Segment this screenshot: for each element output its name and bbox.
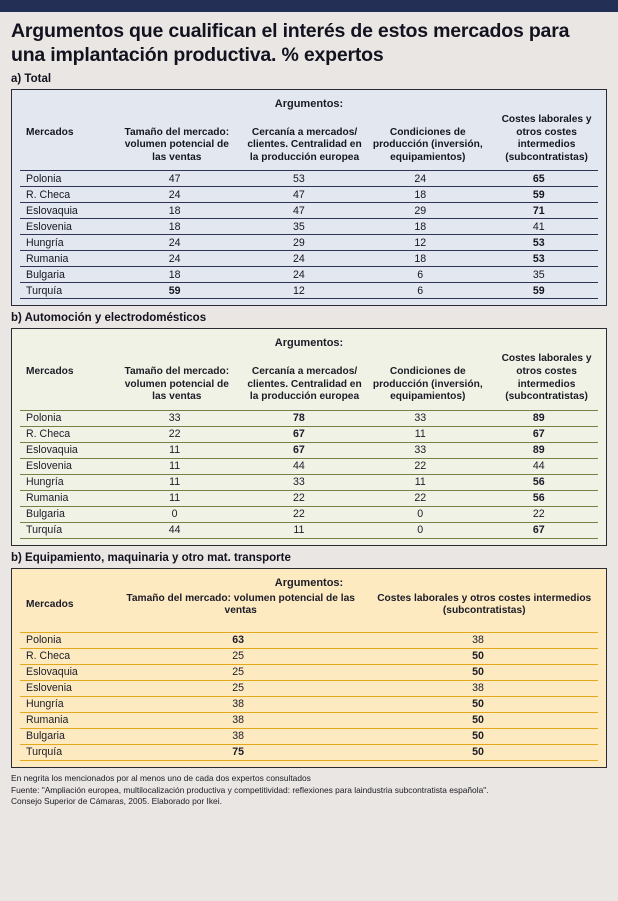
section-total (11, 73, 607, 306)
footer-source-line-2: Consejo Superior de Cámaras, 2005. Elaborado por Ikei. (11, 796, 222, 807)
table-row (20, 283, 598, 299)
value-cell: 22 (479, 506, 598, 522)
value-cell: 44 (479, 458, 598, 474)
page-title: Argumentos que cualifican el interés de estos mercados para una implantación productiva. % expertos (11, 20, 570, 66)
table-b-group-header: Argumentos: (274, 337, 344, 350)
value-cell: 89 (479, 410, 598, 426)
market-name-cell: Eslovenia (20, 219, 112, 235)
value-cell: 47 (237, 203, 361, 219)
value-cell: 29 (237, 235, 361, 251)
value-cell: 50 (358, 648, 598, 664)
table-row (20, 187, 598, 203)
market-name-cell: R. Checa (20, 426, 112, 442)
table-row (20, 522, 598, 538)
page-content (0, 19, 618, 768)
table-row (20, 728, 598, 744)
market-name-cell: Eslovaquia (20, 664, 118, 680)
market-name-cell: R. Checa (20, 648, 118, 664)
value-cell: 24 (237, 251, 361, 267)
market-name-cell: Eslovaquia (20, 203, 112, 219)
value-cell: 18 (112, 267, 236, 283)
value-cell: 50 (358, 744, 598, 760)
table-a-col-mercados: Mercados (26, 126, 74, 138)
value-cell: 67 (237, 426, 361, 442)
value-cell: 67 (479, 426, 598, 442)
value-cell: 11 (237, 522, 361, 538)
value-cell: 18 (361, 187, 479, 203)
value-cell: 18 (112, 219, 236, 235)
value-cell: 75 (118, 744, 358, 760)
value-cell: 11 (112, 442, 236, 458)
table-row (20, 474, 598, 490)
value-cell: 50 (358, 664, 598, 680)
table-row (20, 219, 598, 235)
value-cell: 38 (118, 728, 358, 744)
value-cell: 11 (112, 474, 236, 490)
value-cell: 56 (479, 474, 598, 490)
section-label-a: a) Total (11, 73, 52, 85)
market-name-cell: Polonia (20, 410, 112, 426)
footer-bold-note: En negrita los mencionados por al menos uno de cada dos expertos consultados (11, 772, 311, 783)
value-cell: 24 (112, 251, 236, 267)
table-b-col-mercados: Mercados (26, 366, 74, 378)
table-row (20, 426, 598, 442)
table-row (20, 680, 598, 696)
value-cell: 44 (237, 458, 361, 474)
value-cell: 25 (118, 680, 358, 696)
table-a-col-cercania: Cercanía a mercados/ clientes. Centralidad en la producción europea (247, 126, 362, 163)
table-row (20, 458, 598, 474)
value-cell: 59 (479, 283, 598, 299)
table-row (20, 410, 598, 426)
market-name-cell: Bulgaria (20, 728, 118, 744)
value-cell: 47 (112, 171, 236, 187)
table-row (20, 664, 598, 680)
section-label-b: b) Automoción y electrodomésticos (11, 312, 207, 325)
value-cell: 18 (112, 203, 236, 219)
section-equipamiento (11, 552, 607, 768)
market-name-cell: Turquía (20, 283, 112, 299)
table-row (20, 696, 598, 712)
table-row (20, 648, 598, 664)
market-name-cell: Eslovenia (20, 680, 118, 696)
value-cell: 56 (479, 490, 598, 506)
value-cell: 59 (479, 187, 598, 203)
value-cell: 25 (118, 664, 358, 680)
value-cell: 22 (237, 490, 361, 506)
section-automocion (11, 312, 607, 545)
value-cell: 78 (237, 410, 361, 426)
table-a-col-condiciones: Condiciones de producción (inversión, equipamientos) (372, 126, 483, 163)
market-name-cell: Bulgaria (20, 506, 112, 522)
value-cell: 50 (358, 696, 598, 712)
value-cell: 53 (479, 235, 598, 251)
value-cell: 24 (112, 235, 236, 251)
table-c-col-tamano: Tamaño del mercado: volumen potencial de las ventas (126, 592, 355, 617)
value-cell: 22 (112, 426, 236, 442)
value-cell: 6 (361, 267, 479, 283)
value-cell: 11 (112, 490, 236, 506)
table-a (11, 89, 607, 306)
table-c-rows (20, 632, 598, 760)
value-cell: 22 (237, 506, 361, 522)
market-name-cell: Polonia (20, 171, 112, 187)
table-b-col-costes: Costes laborales y otros costes intermedios (subcontratistas) (501, 353, 592, 403)
table-b-col-condiciones: Condiciones de producción (inversión, equipamientos) (372, 365, 483, 403)
value-cell: 33 (361, 442, 479, 458)
table-a-group-header: Argumentos: (274, 98, 344, 110)
value-cell: 18 (361, 219, 479, 235)
table-row (20, 712, 598, 728)
value-cell: 65 (479, 171, 598, 187)
table-b (11, 328, 607, 545)
market-name-cell: Polonia (20, 632, 118, 648)
table-c-col-costes: Costes laborales y otros costes intermedios (subcontratistas) (377, 592, 592, 617)
value-cell: 38 (358, 680, 598, 696)
value-cell: 50 (358, 728, 598, 744)
value-cell: 24 (237, 267, 361, 283)
table-a-rows (20, 171, 598, 299)
table-row (20, 171, 598, 187)
table-c-header (12, 593, 606, 632)
table-b-col-cercania: Cercanía a mercados/ clientes. Centralidad en la producción europea (247, 365, 362, 403)
table-row (20, 442, 598, 458)
table-a-header (12, 114, 606, 170)
value-cell: 67 (479, 522, 598, 538)
table-row (20, 267, 598, 283)
table-row (20, 203, 598, 219)
value-cell: 38 (118, 696, 358, 712)
value-cell: 44 (112, 522, 236, 538)
table-row (20, 235, 598, 251)
table-b-col-tamano: Tamaño del mercado: volumen potencial de las ventas (124, 365, 230, 403)
value-cell: 33 (237, 474, 361, 490)
market-name-cell: Hungría (20, 235, 112, 251)
value-cell: 6 (361, 283, 479, 299)
market-name-cell: Turquía (20, 522, 112, 538)
table-b-header (12, 353, 606, 409)
value-cell: 29 (361, 203, 479, 219)
market-name-cell: Hungría (20, 474, 112, 490)
table-b-body-area (12, 410, 606, 545)
value-cell: 71 (479, 203, 598, 219)
table-c-group-header: Argumentos: (274, 576, 344, 589)
value-cell: 41 (479, 219, 598, 235)
table-c-col-mercados: Mercados (26, 599, 74, 611)
table-c (11, 568, 607, 768)
value-cell: 11 (361, 426, 479, 442)
market-name-cell: Turquía (20, 744, 118, 760)
table-a-body (20, 170, 598, 299)
value-cell: 38 (358, 632, 598, 648)
table-c-body-area (12, 632, 606, 767)
value-cell: 33 (112, 410, 236, 426)
value-cell: 11 (112, 458, 236, 474)
market-name-cell: Rumania (20, 251, 112, 267)
value-cell: 38 (118, 712, 358, 728)
value-cell: 53 (237, 171, 361, 187)
value-cell: 25 (118, 648, 358, 664)
section-label-c: b) Equipamiento, maquinaria y otro mat. transporte (11, 551, 291, 564)
value-cell: 0 (112, 506, 236, 522)
value-cell: 22 (361, 458, 479, 474)
market-name-cell: Bulgaria (20, 267, 112, 283)
value-cell: 53 (479, 251, 598, 267)
value-cell: 35 (237, 219, 361, 235)
value-cell: 0 (361, 522, 479, 538)
value-cell: 12 (361, 235, 479, 251)
value-cell: 24 (361, 171, 479, 187)
table-a-body-area (12, 170, 606, 305)
value-cell: 50 (358, 712, 598, 728)
table-a-col-tamano: Tamaño del mercado: volumen potencial de las ventas (124, 126, 230, 163)
value-cell: 67 (237, 442, 361, 458)
table-c-body (20, 632, 598, 761)
market-name-cell: Eslovaquia (20, 442, 112, 458)
market-name-cell: Rumania (20, 712, 118, 728)
table-row (20, 251, 598, 267)
table-b-rows (20, 410, 598, 538)
market-name-cell: Hungría (20, 696, 118, 712)
value-cell: 63 (118, 632, 358, 648)
value-cell: 35 (479, 267, 598, 283)
value-cell: 11 (361, 474, 479, 490)
value-cell: 89 (479, 442, 598, 458)
table-a-col-costes: Costes laborales y otros costes intermedios (subcontratistas) (501, 114, 592, 163)
value-cell: 59 (112, 283, 236, 299)
value-cell: 47 (237, 187, 361, 203)
table-row (20, 632, 598, 648)
market-name-cell: Rumania (20, 490, 112, 506)
table-b-body (20, 410, 598, 539)
market-name-cell: Eslovenia (20, 458, 112, 474)
table-row (20, 506, 598, 522)
value-cell: 0 (361, 506, 479, 522)
table-row (20, 490, 598, 506)
footer-notes (0, 768, 618, 808)
value-cell: 33 (361, 410, 479, 426)
top-accent-bar (0, 0, 618, 12)
market-name-cell: R. Checa (20, 187, 112, 203)
footer-source-line-1: Fuente: "Ampliación europea, multilocalización productiva y competitividad: reflexiones para laindustria subcontratista española". (11, 784, 489, 795)
value-cell: 22 (361, 490, 479, 506)
value-cell: 24 (112, 187, 236, 203)
table-row (20, 744, 598, 760)
value-cell: 18 (361, 251, 479, 267)
value-cell: 12 (237, 283, 361, 299)
